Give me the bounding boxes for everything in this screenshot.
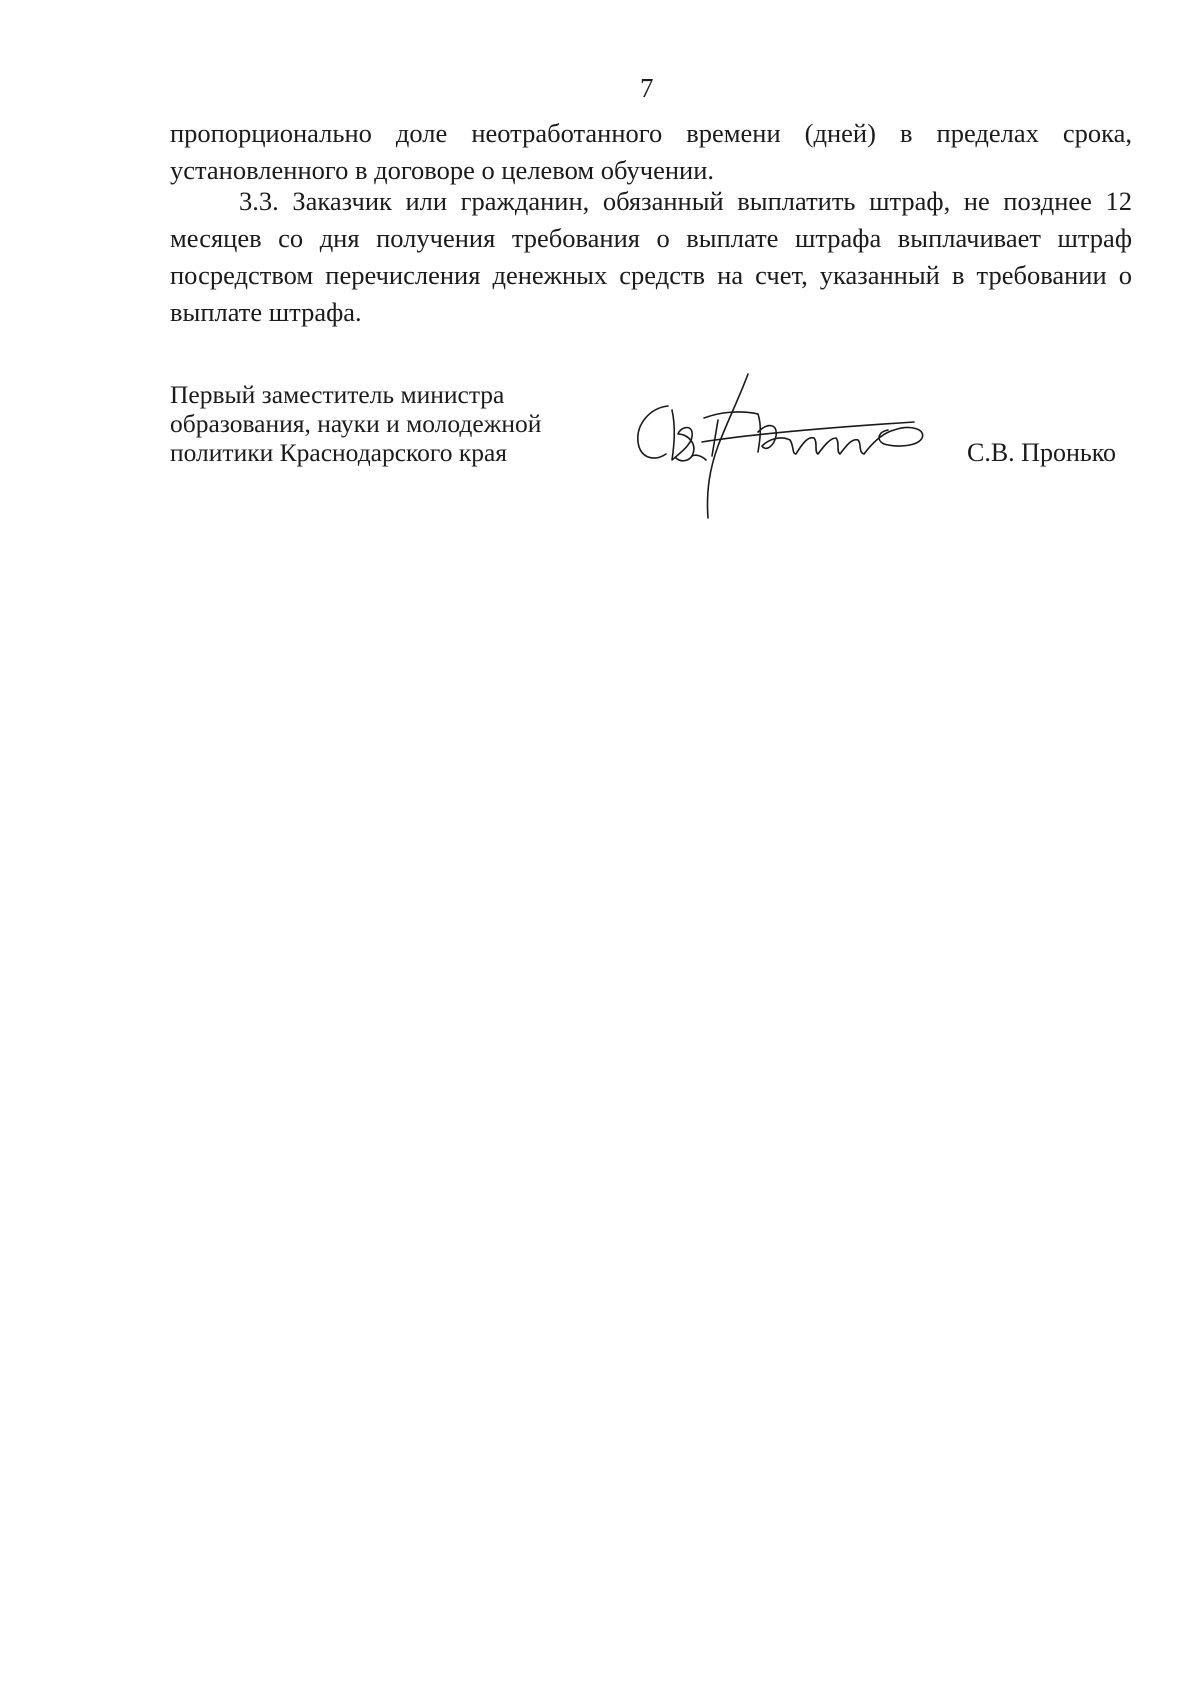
signatory-name: С.В. Пронько [967, 438, 1117, 467]
signatory-title-line: образования, науки и молодежной [170, 409, 542, 438]
signatory-title [170, 380, 610, 467]
clause-3-3-paragraph: 3.3. Заказчик или гражданин, обязанный выплатить штраф, не позднее 12 месяцев со дня получения требования о выплате штрафа выплачивает штраф посредством перечисления денежных средств на счет, указанный в требовании о выплате штрафа. [170, 186, 1132, 327]
handwritten-signature [632, 372, 932, 522]
signatory-title-line: политики Краснодарского края [170, 438, 508, 467]
continuation-paragraph: пропорционально доле неотработанного времени (дней) в пределах срока, установленного в договоре о целевом обучении. [170, 118, 1132, 185]
page-number: 7 [640, 73, 654, 103]
signatory-title-line: Первый заместитель министра [170, 380, 505, 409]
